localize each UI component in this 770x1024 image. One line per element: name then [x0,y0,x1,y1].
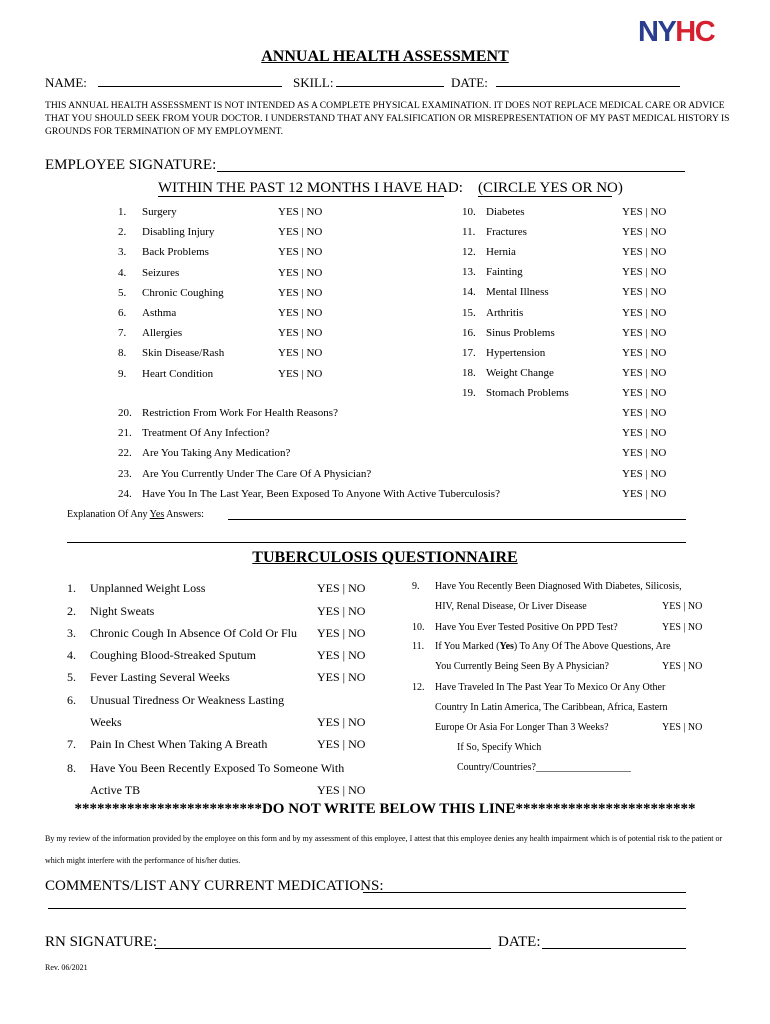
do-not-write-line: *************************DO NOT WRITE BELOW THIS LINE************************ [74,801,696,817]
item-label: Mental Illness [486,286,549,299]
item-label: Sinus Problems [486,326,555,339]
item-number: 22. [118,447,132,460]
tb-item-number: 8. [67,761,76,775]
item-label: Have You In The Last Year, Been Exposed To Anyone With Active Tuberculosis? [142,487,500,500]
heading-underline [158,196,444,197]
item-number: 18. [462,366,476,379]
yes-no-choice[interactable]: YES | NO [278,347,323,360]
item-label: Treatment Of Any Infection? [142,427,270,440]
rn-date-field[interactable] [542,948,686,949]
item-number: 9. [118,367,127,380]
tb-item-label: Europe Or Asia For Longer Than 3 Weeks? [435,722,609,733]
item-number: 20. [118,407,132,419]
tb-item-label: Have You Ever Tested Positive On PPD Test? [435,622,618,633]
yes-no-choice[interactable]: YES | NO [278,246,323,259]
yes-no-choice[interactable]: YES | NO [622,346,667,359]
tb-item-label: Have You Been Recently Exposed To Someone With [90,761,345,775]
item-number: 11. [462,226,476,239]
tb-item-label: Coughing Blood-Streaked Sputum [90,648,256,662]
item-label: Fractures [486,226,527,239]
item-label: Restriction From Work For Health Reasons? [142,407,338,419]
heading-underline [478,196,612,197]
circle-yes-no-heading: (CIRCLE YES OR NO) [478,180,623,196]
yes-no-choice[interactable]: YES | NO [622,366,667,379]
item-number: 17. [462,346,476,359]
item-number: 10. [462,206,476,218]
date-label: DATE: [451,75,488,90]
yes-no-choice[interactable]: YES | NO [622,447,667,460]
item-number: 19. [462,386,476,399]
nurse-attestation-text: By my review of the information provided by the employee on this form and by my assessment of this employee, I attest that this employee denies any health impairment which is of potential risk to the patient or which might interfere with the performance of his/her duties. [45,834,723,865]
yes-no-choice[interactable]: YES | NO [622,306,667,319]
skill-field[interactable] [336,86,444,87]
comments-field[interactable] [363,892,686,893]
item-number: 12. [462,246,476,259]
tb-item-label: Have Traveled In The Past Year To Mexico Or Any Other [435,682,666,693]
item-number: 7. [118,327,127,340]
name-label: NAME: [45,75,87,90]
yes-no-choice[interactable]: YES | NO [622,386,667,399]
rn-signature-field[interactable] [155,948,491,949]
yes-no-choice[interactable]: YES | NO [278,367,323,380]
item-label: Are You Taking Any Medication? [142,447,291,460]
tb-item-label: If You Marked (Yes) To Any Of The Above Questions, Are [435,641,671,652]
yes-no-choice[interactable]: YES | NO [662,722,703,733]
within-12-months-heading: WITHIN THE PAST 12 MONTHS I HAVE HAD: [158,180,463,196]
tb-item-label: You Currently Being Seen By A Physician? [435,661,609,672]
tb-item-number: 9. [412,581,420,592]
item-label: Weight Change [486,366,554,379]
item-number: 16. [462,326,476,339]
yes-no-choice[interactable]: YES | NO [278,286,323,299]
yes-no-choice[interactable]: YES | NO [622,266,667,279]
item-number: 6. [118,307,127,319]
item-number: 8. [118,347,127,360]
yes-no-choice[interactable]: YES | NO [317,715,366,729]
explanation-field-line-2[interactable] [67,542,686,543]
employee-signature-field[interactable] [217,171,685,172]
tb-item-number: 3. [67,626,76,640]
tb-item-label: Unusual Tiredness Or Weakness Lasting [90,693,285,707]
item-number: 3. [118,246,127,259]
yes-no-choice[interactable]: YES | NO [278,226,323,239]
date-field[interactable] [496,86,680,87]
explanation-label: Explanation Of Any Yes Answers: [67,509,204,520]
yes-no-choice[interactable]: YES | NO [317,737,366,751]
tb-item-number: 7. [67,737,76,751]
tb-item-label: Weeks [90,715,122,729]
item-number: 15. [462,306,476,319]
yes-no-choice[interactable]: YES | NO [317,783,366,797]
item-number: 24. [118,487,132,500]
tb-item-label: Country/Countries?___________________ [457,762,631,773]
tb-item-number: 5. [67,670,76,684]
revision-label: Rev. 06/2021 [45,963,88,972]
tb-item-label: Fever Lasting Several Weeks [90,670,230,684]
yes-no-choice[interactable]: YES | NO [622,427,667,440]
tb-item-label: Active TB [90,783,141,797]
tb-item-label: Unplanned Weight Loss [90,581,206,595]
yes-no-choice[interactable]: YES | NO [622,487,667,500]
yes-no-choice[interactable]: YES | NO [317,581,366,595]
name-field[interactable] [98,86,282,87]
yes-no-choice[interactable]: YES | NO [622,467,667,480]
yes-no-choice[interactable]: YES | NO [662,601,703,612]
yes-no-choice[interactable]: YES | NO [622,407,667,419]
tb-item-number: 6. [67,693,76,707]
tb-item-number: 10. [412,622,425,633]
item-label: Skin Disease/Rash [142,347,225,360]
page-title: ANNUAL HEALTH ASSESSMENT [261,48,509,65]
disclaimer-text: THIS ANNUAL HEALTH ASSESSMENT IS NOT INTENDED AS A COMPLETE PHYSICAL EXAMINATION. IT DOES NOT REPLACE MEDICAL CARE OR ADVICE THAT YOU SHOULD SEEK FROM YOUR DOCTOR. I UNDERSTAND THAT ANY FALSIFICATION OR MISREPRESENTATION OF MY PAST MEDICAL HISTORY IS GROUNDS FOR TERMINATION OF MY EMPLOYMENT. [45,100,730,137]
yes-no-choice[interactable]: YES | NO [278,307,323,319]
item-label: Back Problems [142,246,209,259]
yes-no-choice[interactable]: YES | NO [317,626,366,640]
skill-label: SKILL: [293,75,334,90]
item-label: Chronic Coughing [142,286,224,299]
tb-item-label: If So, Specify Which [457,742,542,753]
yes-no-choice[interactable]: YES | NO [317,670,366,684]
tb-item-number: 11. [412,641,425,652]
nyhc-logo: NYHC [638,16,715,48]
item-label: Heart Condition [142,367,214,380]
tb-item-label: Country In Latin America, The Caribbean, Africa, Eastern [435,702,668,713]
item-number: 4. [118,266,127,279]
item-label: Surgery [142,206,177,218]
item-label: Diabetes [486,206,525,218]
comments-label: COMMENTS/LIST ANY CURRENT MEDICATIONS: [45,878,384,894]
item-number: 23. [118,467,132,480]
tb-item-label: Night Sweats [90,604,155,618]
yes-no-choice[interactable]: YES | NO [317,604,366,618]
tb-item-number: 12. [412,682,425,693]
item-label: Seizures [142,266,180,279]
yes-no-choice[interactable]: YES | NO [278,266,323,279]
item-label: Hernia [486,246,516,259]
yes-no-choice[interactable]: YES | NO [622,326,667,339]
item-label: Are You Currently Under The Care Of A Physician? [142,467,372,480]
rn-signature-label: RN SIGNATURE: [45,934,158,950]
item-label: Stomach Problems [486,386,569,399]
item-label: Arthritis [486,306,524,319]
item-label: Disabling Injury [142,226,215,239]
tb-item-label: Pain In Chest When Taking A Breath [90,737,268,751]
tb-item-label: Have You Recently Been Diagnosed With Diabetes, Silicosis, [435,581,682,592]
comments-field-line-2[interactable] [48,908,686,909]
item-label: Fainting [486,266,523,279]
tb-questionnaire-title: TUBERCULOSIS QUESTIONNAIRE [252,549,518,566]
yes-no-choice[interactable]: YES | NO [662,622,703,633]
item-number: 14. [462,286,476,299]
item-number: 13. [462,266,476,279]
tb-item-number: 1. [67,581,76,595]
item-label: Allergies [142,327,183,340]
yes-no-choice[interactable]: YES | NO [662,661,703,672]
item-number: 2. [118,226,127,239]
yes-no-choice[interactable]: YES | NO [317,648,366,662]
item-number: 1. [118,206,127,218]
tb-item-number: 2. [67,604,76,618]
yes-no-choice[interactable]: YES | NO [622,226,667,239]
tb-item-label: Chronic Cough In Absence Of Cold Or Flu [90,626,297,640]
rn-date-label: DATE: [498,934,541,950]
explanation-field[interactable] [228,519,686,520]
tb-item-label: HIV, Renal Disease, Or Liver Disease [435,601,587,612]
item-number: 21. [118,427,132,440]
employee-signature-label: EMPLOYEE SIGNATURE: [45,157,217,173]
item-number: 5. [118,286,127,299]
tb-item-number: 4. [67,648,76,662]
yes-no-choice[interactable]: YES | NO [622,286,667,299]
yes-no-choice[interactable]: YES | NO [278,206,323,218]
item-label: Asthma [142,307,177,319]
item-label: Hypertension [486,346,546,359]
yes-no-choice[interactable]: YES | NO [622,206,667,218]
yes-no-choice[interactable]: YES | NO [278,327,323,340]
yes-no-choice[interactable]: YES | NO [622,246,667,259]
